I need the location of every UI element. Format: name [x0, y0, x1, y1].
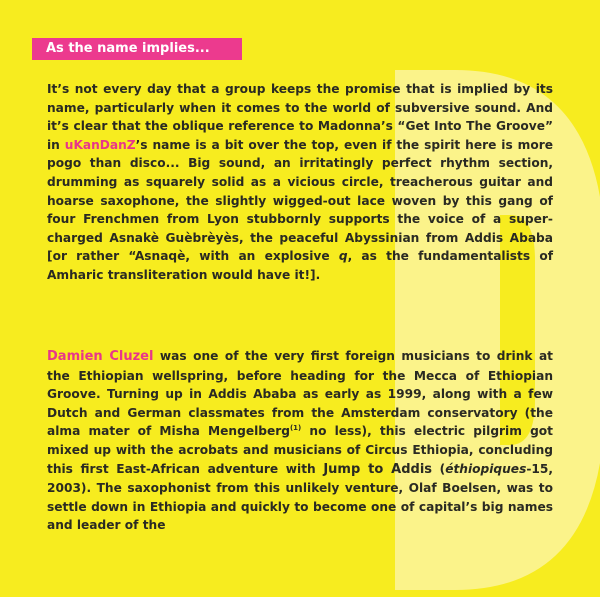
album-title: Jump to Addis	[323, 461, 433, 477]
band-name: uKanDanZ	[64, 137, 136, 152]
series-name: éthiopiques	[445, 461, 527, 476]
paragraph-text: It’s not every day that a group keeps the promise that is implied by its name, particularly when it comes to the world of subversive sound. And it’s clear that the oblique reference to Madonna’s “Get Into The Groove” in	[47, 82, 553, 152]
paragraph-text: (	[432, 461, 446, 476]
musician-name: Damien Cluzel	[47, 349, 154, 364]
italic-letter: q	[338, 249, 348, 264]
section-header	[32, 38, 242, 60]
paragraph-text: no less), this electric pilgrim got mixed up with the acrobats and musicians of Circus Ethiopia, concluding this first East-African adventure with	[47, 424, 553, 476]
footnote-marker: (1)	[289, 424, 302, 433]
paragraph-damien	[47, 347, 553, 535]
paragraph-text: was one of the very first foreign musicians to drink at the Ethiopian wellspring, before heading for the Mecca of Ethiopian Groove. Turning up in Addis Ababa as early as 1999, along with a few Dutch and German classmates from the Amsterdam conservatory (the alma mater of Misha Mengelberg	[47, 349, 553, 439]
paragraph-text: , as the fundamentalists of Amharic transliteration would have it!].	[47, 249, 554, 282]
section-title: As the name implies...	[46, 41, 210, 56]
paragraph-intro	[47, 80, 553, 285]
paragraph-text: ’s name is a bit over the top, even if the spirit here is more pogo than disco... Big sound, an irritatingly perfect rhythm section, drumming as squarely solid as a vicious circle, treacherous guitar and hoarse saxophone, the slightly wigged-out lace woven by this gang of four Frenchmen from Lyon stubbornly supports the voice of a super-charged Asnakè Guèbrèyès, the peaceful Abyssinian from Addis Ababa [or rather “Asnaqè, with an explosive	[47, 137, 553, 264]
paragraph-text: -15, 2003). The saxophonist from this unlikely venture, Olaf Boelsen, was to settle down in Ethiopia and quickly to become one of capital’s big names and leader of the	[47, 461, 553, 533]
